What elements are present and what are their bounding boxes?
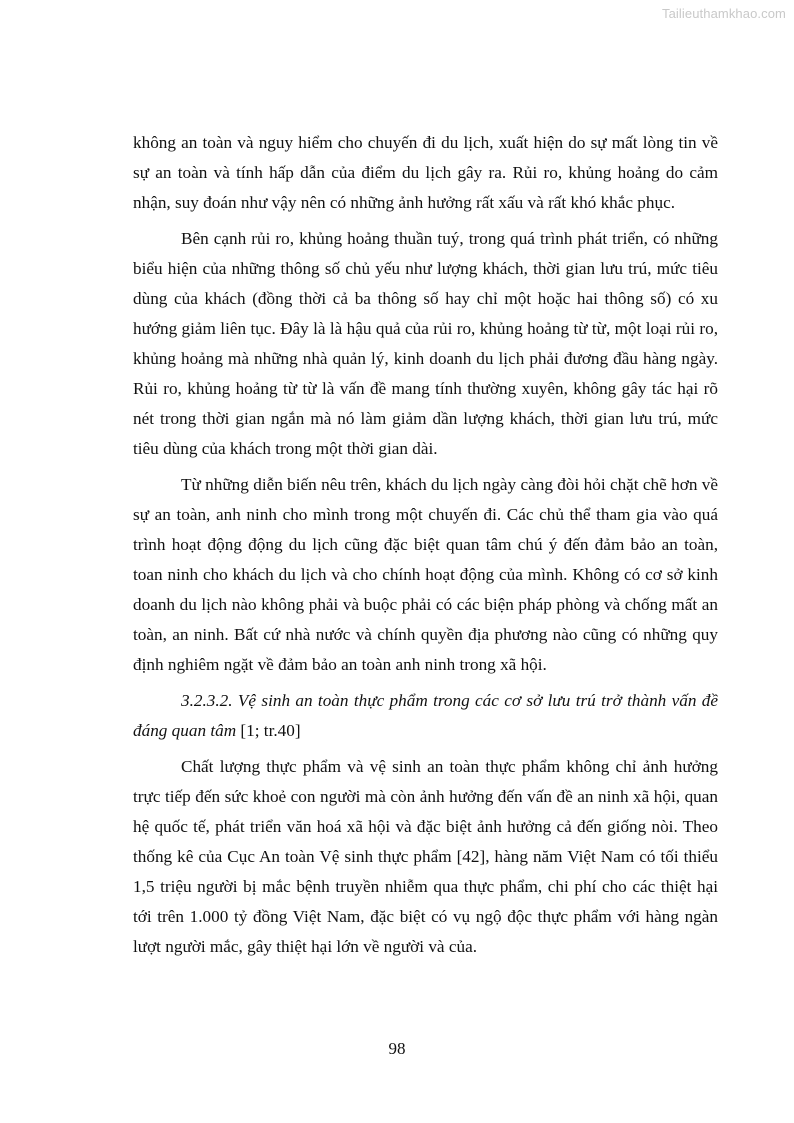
section-heading-title: 3.2.3.2. Vệ sinh an toàn thực phẩm trong các cơ sở lưu trú trở thành vấn đề đáng quan tâm bbox=[133, 691, 718, 740]
watermark-text: Tailieuthamkhao.com bbox=[661, 6, 786, 21]
section-heading-citation: [1; tr.40] bbox=[236, 721, 301, 740]
paragraph-food-safety: Chất lượng thực phẩm và vệ sinh an toàn thực phẩm không chỉ ảnh hưởng trực tiếp đến sức khoẻ con người mà còn ảnh hưởng đến vấn đề an ninh xã hội, quan hệ quốc tế, phát triển văn hoá xã hội và đặc biệt ảnh hưởng cả đến giống nòi. Theo thống kê của Cục An toàn Vệ sinh thực phẩm [42], hàng năm Việt Nam có tối thiểu 1,5 triệu người bị mắc bệnh truyền nhiễm qua thực phẩm, chi phí cho các thiệt hại tới trên 1.000 tỷ đồng Việt Nam, đặc biệt có vụ ngộ độc thực phẩm với hàng ngàn lượt người mắc, gây thiệt hại lớn về người và của. bbox=[133, 757, 718, 956]
paragraph-continuation: không an toàn và nguy hiểm cho chuyến đi du lịch, xuất hiện do sự mất lòng tin về sự an toàn và tính hấp dẫn của điểm du lịch gây ra. Rủi ro, khủng hoảng do cảm nhận, suy đoán như vậy nên có những ảnh hưởng rất xấu và rất khó khắc phục. bbox=[133, 133, 718, 212]
paragraph-safety-demand: Từ những diễn biến nêu trên, khách du lịch ngày càng đòi hỏi chặt chẽ hơn về sự an toàn, anh ninh cho mình trong một chuyến đi. Các chủ thể tham gia vào quá trình hoạt động động du lịch cũng đặc biệt quan tâm chú ý đến đảm bảo an toàn, toan ninh cho khách du lịch và cho chính hoạt động của mình. Không có cơ sở kinh doanh du lịch nào không phải và buộc phải có các biện pháp phòng và chống mất an toàn, an ninh. Bất cứ nhà nước và chính quyền địa phương nào cũng có những quy định nghiêm ngặt về đảm bảo an toàn anh ninh trong xã hội. bbox=[133, 475, 718, 674]
section-heading-3-2-3-2 bbox=[133, 686, 718, 746]
paragraph-gradual-crisis: Bên cạnh rủi ro, khủng hoảng thuần tuý, trong quá trình phát triển, có những biểu hiện của những thông số chủ yếu như lượng khách, thời gian lưu trú, mức tiêu dùng của khách (đồng thời cả ba thông số hay chỉ một hoặc hai thông số) có xu hướng giảm liên tục. Đây là là hậu quả của rủi ro, khủng hoảng từ từ, một loại rủi ro, khủng hoảng mà những nhà quản lý, kinh doanh du lịch phải đương đầu hàng ngày. Rủi ro, khủng hoảng từ từ là vấn đề mang tính thường xuyên, không gây tác hại rõ nét trong thời gian ngắn mà nó làm giảm dần lượng khách, thời gian lưu trú, mức tiêu dùng của khách trong một thời gian dài. bbox=[133, 229, 718, 458]
document-body bbox=[133, 128, 718, 962]
page-number: 98 bbox=[388, 1039, 406, 1058]
